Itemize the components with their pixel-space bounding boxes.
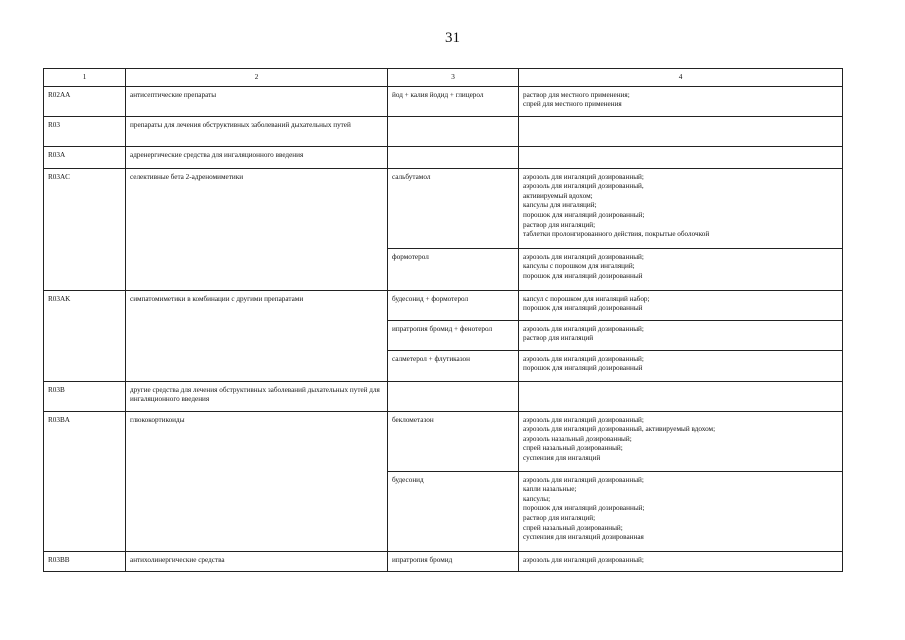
pharmacological-group: селективные бета 2-адреномиметики <box>126 168 388 290</box>
dosage-forms <box>519 116 843 146</box>
pharmacological-group: глюкокортикоиды <box>126 411 388 551</box>
atc-code: R03B <box>44 381 126 411</box>
drug-name: будесонид + формотерол <box>388 290 519 320</box>
dosage-forms <box>519 146 843 168</box>
pharmacological-group: препараты для лечения обструктивных заболеваний дыхательных путей <box>126 116 388 146</box>
drug-name: формотерол <box>388 248 519 290</box>
table-row <box>44 168 843 248</box>
drug-name <box>388 146 519 168</box>
table-row <box>44 116 843 146</box>
atc-code: R02AA <box>44 86 126 116</box>
drug-name: беклометазон <box>388 411 519 471</box>
dosage-forms: аэрозоль для ингаляций дозированный; порошок для ингаляций дозированный <box>519 350 843 381</box>
page-number: 31 <box>445 30 460 46</box>
drug-name: ипратропия бромид <box>388 551 519 571</box>
table-row <box>44 551 843 571</box>
atc-code: R03AC <box>44 168 126 290</box>
column-header-4: 4 <box>519 69 843 87</box>
drug-name: сальбутамол <box>388 168 519 248</box>
dosage-forms: аэрозоль для ингаляций дозированный; аэрозоль для ингаляций дозированный, активируемый вдохом; капсулы для ингаляций; порошок для ингаляций дозированный; раствор для ингаляций; таблетки пролонгированного действия, покрытые оболочкой <box>519 168 843 248</box>
column-header-2: 2 <box>126 69 388 87</box>
atc-code: R03A <box>44 146 126 168</box>
drug-name <box>388 116 519 146</box>
table-row <box>44 146 843 168</box>
atc-code: R03AK <box>44 290 126 381</box>
atc-code: R03BA <box>44 411 126 551</box>
drug-name <box>388 381 519 411</box>
table-row <box>44 86 843 116</box>
medication-table <box>43 68 843 572</box>
pharmacological-group: другие средства для лечения обструктивных заболеваний дыхательных путей для ингаляционного введения <box>126 381 388 411</box>
atc-code: R03BB <box>44 551 126 571</box>
pharmacological-group: антисептические препараты <box>126 86 388 116</box>
dosage-forms: аэрозоль для ингаляций дозированный; капли назальные; капсулы; порошок для ингаляций дозированный; раствор для ингаляций; спрей назальный дозированный; суспензия для ингаляций дозированная <box>519 471 843 551</box>
drug-name: салметерол + флутиказон <box>388 350 519 381</box>
table-row <box>44 290 843 320</box>
dosage-forms: раствор для местного применения; спрей для местного применения <box>519 86 843 116</box>
column-header-1: 1 <box>44 69 126 87</box>
dosage-forms: аэрозоль для ингаляций дозированный; <box>519 551 843 571</box>
table-row <box>44 411 843 471</box>
pharmacological-group: антихолинергические средства <box>126 551 388 571</box>
dosage-forms <box>519 381 843 411</box>
dosage-forms: аэрозоль для ингаляций дозированный; раствор для ингаляций <box>519 320 843 350</box>
header-row <box>44 69 843 87</box>
dosage-forms: капсул с порошком для ингаляций набор; порошок для ингаляций дозированный <box>519 290 843 320</box>
column-header-3: 3 <box>388 69 519 87</box>
pharmacological-group: симпатомиметики в комбинации с другими препаратами <box>126 290 388 381</box>
atc-code: R03 <box>44 116 126 146</box>
table-row <box>44 381 843 411</box>
dosage-forms: аэрозоль для ингаляций дозированный; аэрозоль для ингаляций дозированный, активируемый вдохом; аэрозоль назальный дозированный; спрей назальный дозированный; суспензия для ингаляций <box>519 411 843 471</box>
drug-name: ипратропия бромид + фенотерол <box>388 320 519 350</box>
pharmacological-group: адренергические средства для ингаляционного введения <box>126 146 388 168</box>
drug-name: йод + калия йодид + глицерол <box>388 86 519 116</box>
dosage-forms: аэрозоль для ингаляций дозированный; капсулы с порошком для ингаляций; порошок для ингаляций дозированный <box>519 248 843 290</box>
drug-name: будесонид <box>388 471 519 551</box>
